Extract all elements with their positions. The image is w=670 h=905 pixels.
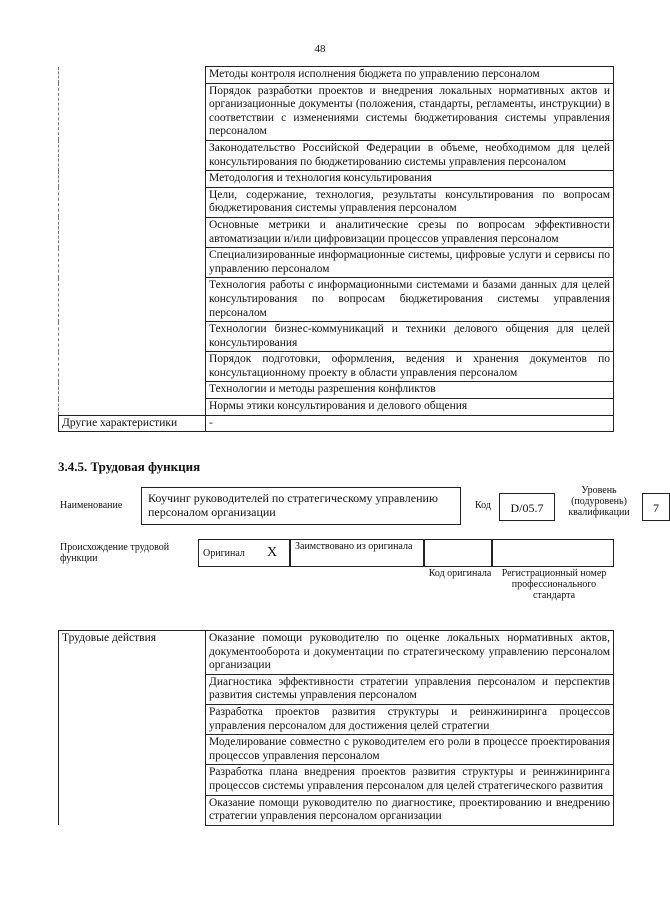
knowledge-item: Технологии и методы разрешения конфликтов (206, 382, 614, 399)
name-value: Коучинг руководителей по стратегическому управлению персоналом организации (141, 487, 461, 525)
caption-code: Код оригинала (428, 568, 492, 579)
origin-reg-cell (492, 539, 614, 567)
other-characteristics-label: Другие характеристики (59, 415, 206, 432)
origin-borrowed-cell (290, 539, 424, 567)
origin-grid (198, 539, 616, 567)
function-header (58, 485, 659, 529)
knowledge-item: Технологии бизнес-коммуникаций и техники делового общения для целей консультирования (206, 322, 614, 352)
origin-code-cell (424, 539, 492, 567)
label-cell-empty (59, 67, 206, 84)
labor-action-item: Разработка плана внедрения проектов развития структуры и реинжиниринга процессов системы управления персоналом для целей стратегического развития (206, 765, 614, 795)
labor-actions-table (58, 630, 614, 826)
knowledge-item: Законодательство Российской Федерации в объеме, необходимом для целей консультирования по бюджетированию системы управления персоналом (206, 140, 614, 170)
knowledge-item: Технология работы с информационными системами и базами данных для целей консультирования по вопросам бюджетирования системы управления персоналом (206, 278, 614, 322)
code-value: D/05.7 (499, 493, 555, 521)
labor-action-item: Диагностика эффективности стратегии управления персоналом и перспектив развития системы управления персоналом (206, 674, 614, 704)
origin-borrowed-label: Заимствовано из оригинала (295, 541, 413, 552)
knowledge-item: Порядок подготовки, оформления, ведения и хранения документов по консультационному проекту в области управления персоналом (206, 352, 614, 382)
knowledge-item: Методы контроля исполнения бюджета по управлению персоналом (206, 67, 614, 84)
page-number: 48 (314, 43, 326, 55)
labor-actions-label: Трудовые действия (59, 631, 206, 826)
origin-original-cell (198, 539, 290, 567)
knowledge-item: Порядок разработки проектов и внедрения локальных нормативных актов и организационные документы (положения, стандарты, регламенты, инструкции) в соответствии с изменениями системы бюджетирования системы управления персоналом (206, 83, 614, 140)
section-heading: 3.4.5. Трудовая функция (58, 459, 201, 474)
knowledge-item: Нормы этики консультирования и делового общения (206, 399, 614, 416)
labor-action-item: Разработка проектов развития структуры и реинжиниринга процессов управления персоналом для достижения целей стратегии (206, 704, 614, 734)
level-value: 7 (642, 493, 670, 521)
knowledge-item: Специализированные информационные системы, цифровые услуги и сервисы по управлению персоналом (206, 248, 614, 278)
name-label: Наименование (60, 500, 123, 511)
labor-action-item: Оказание помощи руководителю по оценке локальных нормативных актов, документооборота и документации по стратегическому управлению персоналом организации (206, 631, 614, 675)
labor-action-item: Оказание помощи руководителю по диагностике, проектированию и внедрению стратегии управления персоналом организации (206, 795, 614, 825)
knowledge-item: Основные метрики и аналитические срезы по вопросам эффективности автоматизации и/или цифровизации процессов управления персоналом (206, 217, 614, 247)
knowledge-table (58, 66, 614, 432)
labor-action-item: Моделирование совместно с руководителем его роли в процессе проектирования процессов управления персоналом (206, 735, 614, 765)
other-characteristics-value: - (206, 415, 614, 432)
level-label: Уровень (подуровень) квалификации (568, 485, 630, 518)
origin-label: Происхождение трудовой функции (60, 542, 170, 564)
knowledge-item: Методология и технология консультирования (206, 171, 614, 188)
code-label: Код (475, 500, 491, 511)
origin-original-label: Оригинал (203, 548, 245, 559)
knowledge-item: Цели, содержание, технология, результаты консультирования по вопросам бюджетирования системы управления персоналом (206, 187, 614, 217)
origin-original-mark: X (267, 545, 278, 560)
caption-reg: Регистрационный номер профессионального стандарта (501, 568, 607, 601)
